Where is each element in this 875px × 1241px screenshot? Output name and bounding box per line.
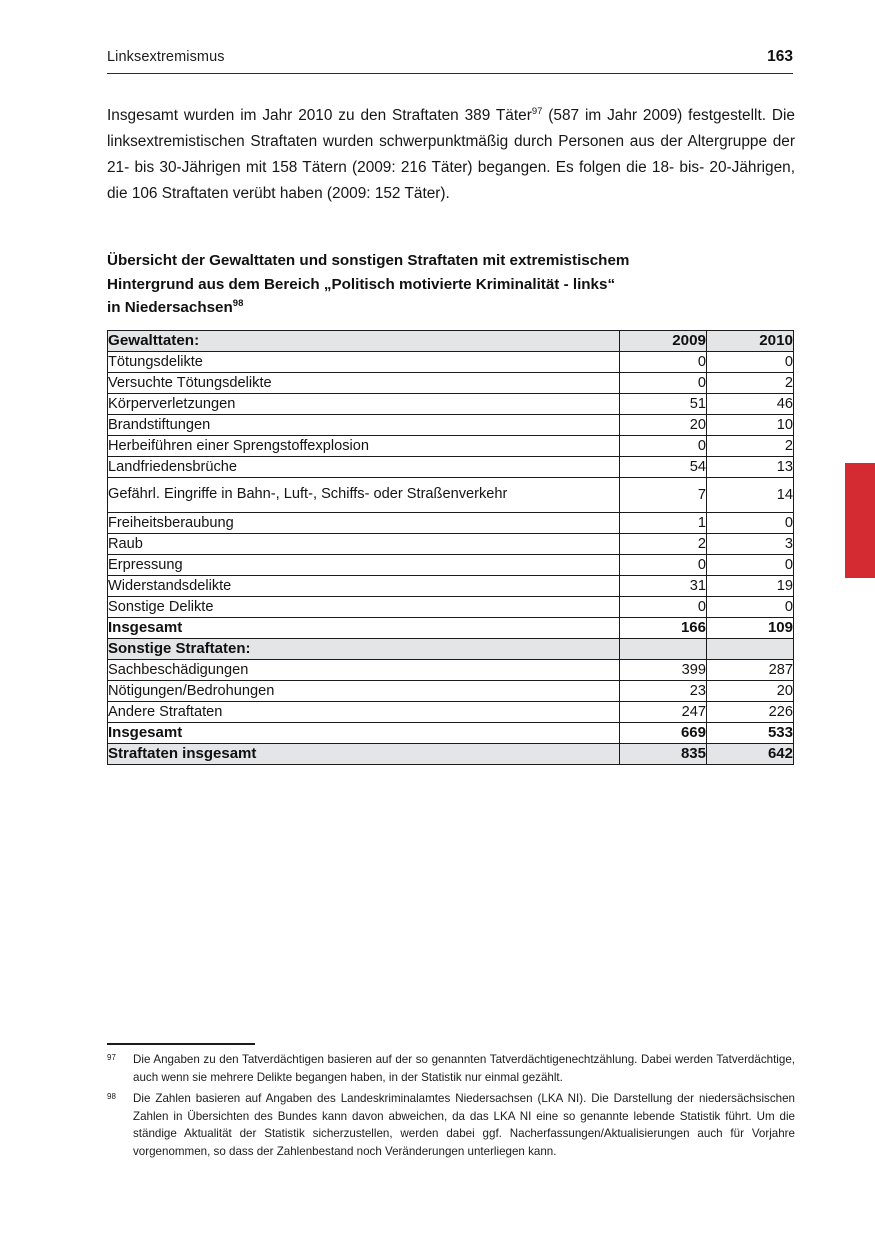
table-row — [108, 722, 794, 743]
table-cell-2009: 247 — [620, 701, 707, 722]
table-cell-2009: 54 — [620, 457, 707, 478]
table-cell-2009: 0 — [620, 436, 707, 457]
table-row — [108, 617, 794, 638]
table-row — [108, 638, 794, 659]
column-header-category: Gewalttaten: — [108, 331, 620, 352]
table-row — [108, 701, 794, 722]
table-caption-line-2: Hintergrund aus dem Bereich „Politisch motivierte Kriminalität - links“ — [107, 275, 616, 293]
column-header-2009: 2009 — [620, 331, 707, 352]
table-cell-2009: 51 — [620, 394, 707, 415]
table-cell-label: Landfriedensbrüche — [108, 457, 620, 478]
table-row — [108, 659, 794, 680]
footnote-text: Die Angaben zu den Tatverdächtigen basieren auf der so genannten Tatverdächtigenechtzählung. Dabei werden Tatverdächtige, auch wenn sie mehrere Delikte begangen haben, in der Statistik nur einmal gezählt. — [133, 1053, 795, 1084]
table-cell-2010: 287 — [707, 659, 794, 680]
table-cell-2009: 399 — [620, 659, 707, 680]
header-rule — [107, 73, 793, 74]
table-cell-2010: 109 — [707, 617, 794, 638]
column-header-2010: 2010 — [707, 331, 794, 352]
table-cell-2010: 0 — [707, 554, 794, 575]
table-cell-2010: 533 — [707, 722, 794, 743]
footnote-ref-97: 97 — [531, 106, 543, 118]
table-header-row — [108, 331, 794, 352]
table-caption — [107, 249, 797, 320]
statistics-table — [107, 330, 794, 765]
table-row — [108, 743, 794, 764]
table-cell-label: Widerstandsdelikte — [108, 575, 620, 596]
table-row — [108, 436, 794, 457]
footnote-ref-98: 98 — [232, 297, 244, 309]
running-head-title: Linksextremismus — [107, 49, 225, 65]
table-cell-2010: 2 — [707, 436, 794, 457]
table-cell-2010: 226 — [707, 701, 794, 722]
table-cell-label: Freiheitsberaubung — [108, 512, 620, 533]
table-caption-line-1: Übersicht der Gewalttaten und sonstigen Straftaten mit extremistischem — [107, 252, 630, 269]
table-row — [108, 512, 794, 533]
table-cell-label: Sonstige Delikte — [108, 596, 620, 617]
table-row — [108, 457, 794, 478]
table-row — [108, 575, 794, 596]
table-cell-2009: 835 — [620, 743, 707, 764]
table-cell-2009: 0 — [620, 373, 707, 394]
table-cell-2010: 19 — [707, 575, 794, 596]
table-cell-label: Herbeiführen einer Sprengstoffexplosion — [108, 436, 620, 457]
table-cell-label: Sachbeschädigungen — [108, 659, 620, 680]
body-paragraph — [107, 103, 795, 207]
table-cell-2010: 46 — [707, 394, 794, 415]
table-row — [108, 596, 794, 617]
table-row — [108, 394, 794, 415]
table-cell-2010: 20 — [707, 680, 794, 701]
table-cell-2009: 669 — [620, 722, 707, 743]
table-cell-label: Versuchte Tötungsdelikte — [108, 373, 620, 394]
table-cell-2010 — [707, 638, 794, 659]
table-cell-2010: 642 — [707, 743, 794, 764]
body-paragraph-part-1: Insgesamt wurden im Jahr 2010 zu den Straftaten 389 Täter — [107, 107, 532, 125]
table-cell-label: Brandstiftungen — [108, 415, 620, 436]
table-row — [108, 680, 794, 701]
table-cell-label: Raub — [108, 533, 620, 554]
table-cell-2010: 0 — [707, 352, 794, 373]
table-row — [108, 478, 794, 513]
statistics-table-wrapper — [107, 330, 793, 765]
footnote — [107, 1051, 795, 1086]
table-cell-2009: 20 — [620, 415, 707, 436]
footnote-marker: 97 — [107, 1053, 116, 1062]
table-cell-2009: 7 — [620, 478, 707, 513]
table-row — [108, 352, 794, 373]
table-cell-label: Insgesamt — [108, 617, 620, 638]
table-cell-label: Sonstige Straftaten: — [108, 638, 620, 659]
table-cell-2009 — [620, 638, 707, 659]
table-cell-2010: 10 — [707, 415, 794, 436]
table-caption-line-3: in Niedersachsen — [107, 299, 233, 316]
table-row — [108, 373, 794, 394]
footnote-marker: 98 — [107, 1092, 116, 1102]
table-row — [108, 554, 794, 575]
table-cell-2009: 31 — [620, 575, 707, 596]
table-cell-label: Erpressung — [108, 554, 620, 575]
body-paragraph-part-2: (587 im Jahr 2009) festgestellt. Die linksextremistischen Straftaten wurden schwerpunktmäßig durch Personen aus der Altergruppe der 21- bis 30-Jährigen mit 158 Tätern (2009: 216 Täter) begangen. Es folgen die 18- bis- 20-Jährigen, die 106 Straftaten verübt haben (2009: 152 Täter). — [107, 107, 795, 203]
table-cell-label: Nötigungen/Bedrohungen — [108, 680, 620, 701]
footnote-text: Die Zahlen basieren auf Angaben des Landeskriminalamtes Niedersachsen (LKA NI). Die Darstellung der niedersächsischen Zahlen in Übersichten des Bundes kann davon abweichen, da das LKA NI eine so genannte lebende Statistik führt. Um die ständige Aktualität der Statistik sicherzustellen, werden dabei ggf. Nacherfassungen/Aktualisierungen auch für Vorjahre vorgenommen, so dass der Zahlenbestand noch Veränderungen unterliegen kann. — [133, 1092, 795, 1158]
table-cell-2009: 0 — [620, 554, 707, 575]
table-cell-2009: 166 — [620, 617, 707, 638]
table-cell-2010: 13 — [707, 457, 794, 478]
table-cell-label: Tötungsdelikte — [108, 352, 620, 373]
table-cell-2009: 0 — [620, 596, 707, 617]
table-cell-label: Körperverletzungen — [108, 394, 620, 415]
table-cell-label: Gefährl. Eingriffe in Bahn-, Luft-, Schiffs- oder Straßenverkehr — [108, 478, 620, 513]
table-row — [108, 533, 794, 554]
table-cell-label: Andere Straftaten — [108, 701, 620, 722]
table-cell-2010: 3 — [707, 533, 794, 554]
table-cell-2009: 0 — [620, 352, 707, 373]
footnotes-block — [107, 1051, 795, 1165]
table-cell-2009: 1 — [620, 512, 707, 533]
table-cell-2010: 2 — [707, 373, 794, 394]
table-cell-label: Straftaten insgesamt — [108, 743, 620, 764]
footnote-separator-rule — [107, 1043, 255, 1045]
footnote — [107, 1090, 795, 1160]
table-cell-2010: 14 — [707, 478, 794, 513]
table-cell-label: Insgesamt — [108, 722, 620, 743]
red-side-marker — [845, 463, 875, 578]
statistics-table-body — [108, 331, 794, 765]
table-row — [108, 415, 794, 436]
running-head — [107, 48, 793, 66]
table-cell-2009: 23 — [620, 680, 707, 701]
page-number: 163 — [767, 48, 793, 65]
table-cell-2010: 0 — [707, 596, 794, 617]
table-cell-2010: 0 — [707, 512, 794, 533]
table-cell-2009: 2 — [620, 533, 707, 554]
